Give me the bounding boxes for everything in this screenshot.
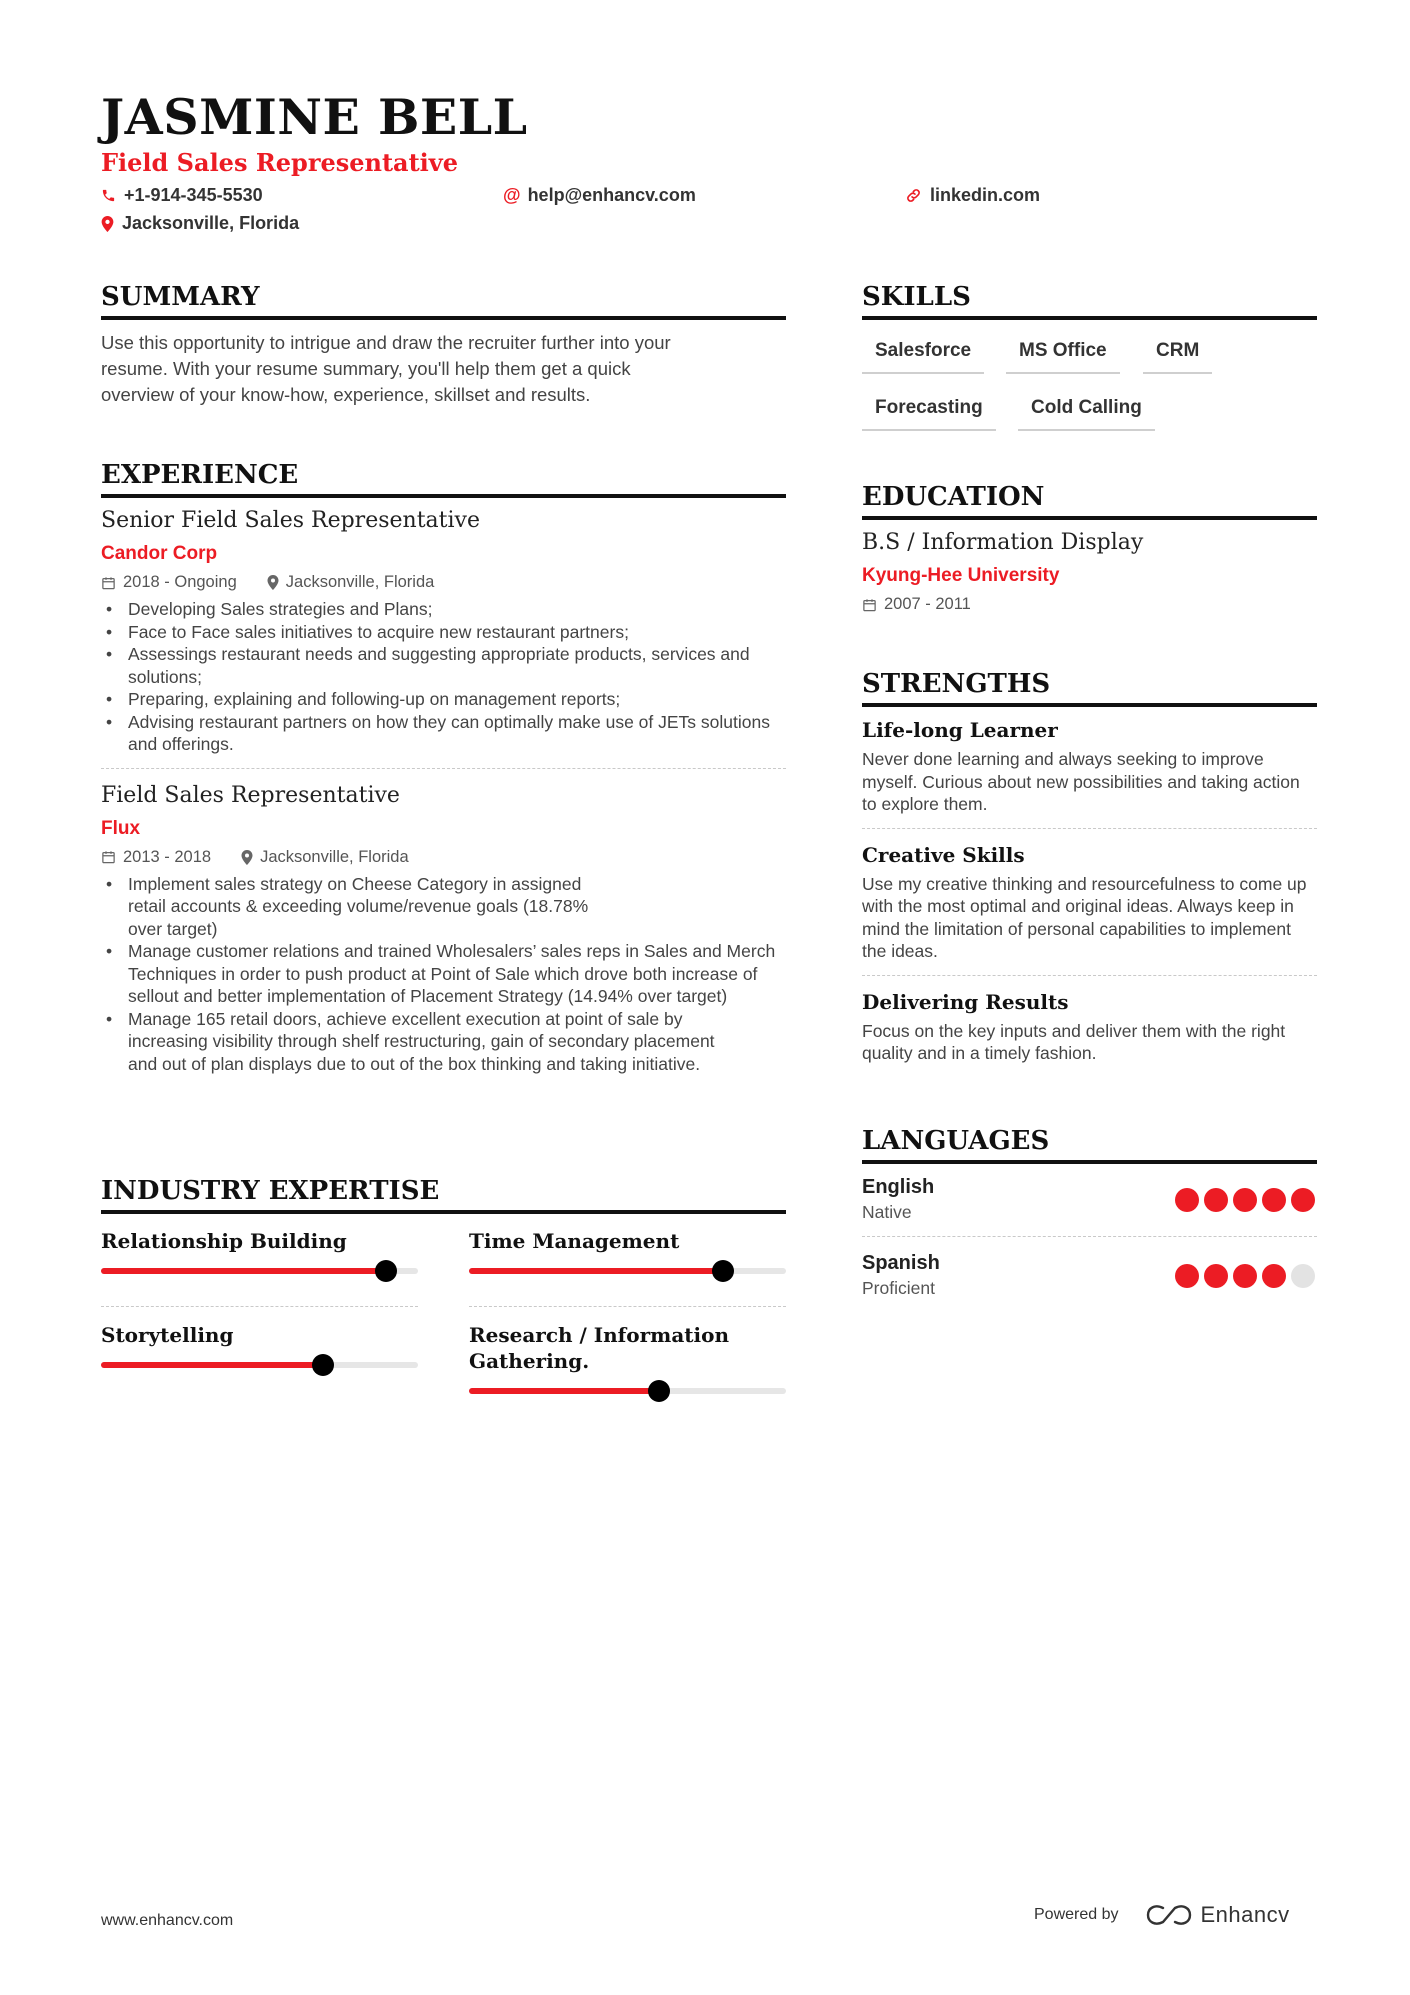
bar-knob (375, 1260, 397, 1282)
location-text: Jacksonville, Florida (122, 213, 300, 233)
job-bullets (101, 598, 786, 756)
language-level: Proficient (862, 1278, 935, 1298)
skill-tag: Cold Calling (1018, 397, 1155, 431)
dot-empty (1291, 1264, 1315, 1288)
expertise-bar (469, 1268, 786, 1274)
education-degree: B.S / Information Display (862, 530, 1144, 555)
skill-tag: Forecasting (862, 397, 996, 431)
map-pin-icon (101, 216, 114, 232)
language-name: Spanish (862, 1252, 940, 1274)
strengths-list (862, 718, 1317, 1065)
list-item: • Manage customer relations and trained Wholesalers’ sales reps in Sales and Merch Techniques in order to push product at Point of Sale which drove both increase of sellout and better implementation of Placement Strategy (14.94% over target) (101, 940, 781, 1008)
bar-fill (101, 1362, 323, 1368)
dot-filled (1204, 1188, 1228, 1212)
strength-desc: Never done learning and always seeking to improve myself. Curious about new possibilities and taking action to explore them. (862, 749, 1300, 814)
skill-tag: Salesforce (862, 340, 984, 374)
skill-tag: MS Office (1006, 340, 1120, 374)
summary-line: Use this opportunity to intrigue and draw the recruiter further into your (101, 332, 671, 353)
education-dates: 2007 - 2011 (884, 595, 971, 613)
strength-title: Life-long Learner (862, 718, 1058, 742)
expertise-bar (101, 1268, 418, 1274)
contact-location (101, 213, 299, 234)
expertise-heading: INDUSTRY EXPERTISE (101, 1176, 786, 1214)
job-company: Candor Corp (101, 543, 218, 564)
list-item: • Preparing, explaining and following-up on management reports; (101, 688, 786, 711)
job-role: Senior Field Sales Representative (101, 508, 480, 533)
job-dates: 2013 - 2018 (123, 847, 212, 866)
bar-fill (101, 1268, 386, 1274)
expertise-item (101, 1322, 418, 1368)
dot-filled (1204, 1264, 1228, 1288)
language-dots (1175, 1264, 1315, 1288)
job-role: Field Sales Representative (101, 782, 400, 808)
dot-filled (1262, 1264, 1286, 1288)
expertise-label: Time Management (469, 1229, 680, 1253)
language-item (862, 1252, 1317, 1299)
dot-filled (1291, 1188, 1315, 1212)
experience-list (101, 508, 786, 1075)
divider (862, 1236, 1317, 1237)
email-text: help@enhancv.com (527, 185, 696, 205)
job-company: Flux (101, 817, 141, 839)
list-item: • Implement sales strategy on Cheese Category in assigned retail accounts & exceeding volume/revenue goals (18.78% over target) (101, 873, 781, 941)
bar-knob (648, 1380, 670, 1402)
language-level: Native (862, 1202, 912, 1222)
contact-email[interactable] (503, 185, 696, 206)
expertise-item (101, 1228, 418, 1274)
dot-filled (1233, 1264, 1257, 1288)
dot-filled (1175, 1188, 1199, 1212)
strength-desc: Focus on the key inputs and deliver them with the right quality and in a timely fashion. (862, 1020, 1286, 1063)
divider (101, 1306, 418, 1307)
education-school: Kyung-Hee University (862, 565, 1060, 586)
summary-line: resume. With your resume summary, you'll help them get a quick (101, 358, 631, 379)
language-dots (1175, 1188, 1315, 1212)
enhancv-logo-icon (1145, 1902, 1193, 1928)
contact-phone[interactable] (101, 185, 263, 206)
map-pin-icon (267, 575, 279, 590)
expertise-item (469, 1322, 786, 1394)
dot-filled (1233, 1188, 1257, 1212)
expertise-bar (469, 1388, 786, 1394)
calendar-icon (101, 575, 116, 591)
calendar-icon (862, 597, 877, 613)
job-entry (101, 769, 786, 1076)
experience-heading: EXPERIENCE (101, 460, 786, 498)
education-heading: EDUCATION (862, 482, 1317, 520)
job-entry (101, 508, 786, 768)
languages-heading: LANGUAGES (862, 1126, 1317, 1164)
skill-tag: CRM (1143, 340, 1212, 374)
bar-fill (469, 1388, 659, 1394)
strength-item (862, 718, 1317, 828)
expertise-label: Relationship Building (101, 1229, 347, 1253)
expertise-item (469, 1228, 786, 1274)
language-name: English (862, 1176, 935, 1198)
phone-icon (101, 188, 116, 203)
skills-heading: SKILLS (862, 282, 1317, 320)
brand-name: Enhancv (1200, 1902, 1290, 1927)
language-item (862, 1176, 1317, 1223)
list-item: • Face to Face sales initiatives to acquire new restaurant partners; (101, 621, 786, 644)
expertise-label: Research / Information Gathering. (469, 1323, 729, 1373)
expertise-bar (101, 1362, 418, 1368)
strength-item (862, 829, 1317, 975)
footer-brand[interactable] (1034, 1902, 1290, 1928)
contact-linkedin[interactable] (905, 185, 1040, 206)
strength-desc: Use my creative thinking and resourcefulness to come up with the most optimal and original ideas. Always keep in mind the limitation of personal capabilities to implement the ideas. (862, 873, 1307, 961)
candidate-name: JASMINE BELL (101, 88, 528, 146)
job-location: Jacksonville, Florida (285, 573, 435, 591)
calendar-icon (101, 849, 116, 865)
map-pin-icon (241, 850, 253, 865)
list-item: • Manage 165 retail doors, achieve excellent execution at point of sale by increasing visibility through shelf restructuring, gain of secondary placement and out of plan displays due to out of the box thinking and taking initiative. (101, 1008, 781, 1076)
expertise-label: Storytelling (101, 1323, 234, 1347)
job-location: Jacksonville, Florida (260, 847, 409, 866)
list-item: • Developing Sales strategies and Plans; (101, 598, 786, 621)
dot-filled (1262, 1188, 1286, 1212)
at-icon: @ (503, 185, 521, 205)
education-meta (862, 595, 1317, 614)
job-dates: 2018 - Ongoing (123, 573, 237, 591)
strength-item (862, 976, 1317, 1065)
job-meta (101, 848, 786, 867)
strengths-heading: STRENGTHS (862, 669, 1317, 707)
list-item: • Advising restaurant partners on how they can optimally make use of JETs solutions and offerings. (101, 711, 786, 756)
divider (469, 1306, 786, 1307)
bar-knob (712, 1260, 734, 1282)
strength-title: Creative Skills (862, 842, 1025, 867)
phone-text: +1-914-345-5530 (124, 185, 263, 205)
job-bullets (101, 873, 781, 1076)
strength-title: Delivering Results (862, 989, 1069, 1014)
education-entry (862, 530, 1317, 614)
dot-filled (1175, 1264, 1199, 1288)
linkedin-text: linkedin.com (930, 185, 1041, 205)
powered-by-text: Powered by (1034, 1906, 1119, 1923)
footer-website[interactable]: www.enhancv.com (101, 1912, 234, 1929)
bar-knob (312, 1354, 334, 1376)
list-item: • Assessings restaurant needs and suggesting appropriate products, services and solutions; (101, 643, 786, 688)
summary-text (101, 330, 786, 408)
job-meta (101, 573, 786, 592)
bar-fill (469, 1268, 723, 1274)
link-icon (905, 187, 922, 204)
summary-line: overview of your know-how, experience, skillset and results. (101, 384, 591, 405)
summary-heading: SUMMARY (101, 282, 786, 320)
job-title: Field Sales Representative (101, 148, 459, 177)
